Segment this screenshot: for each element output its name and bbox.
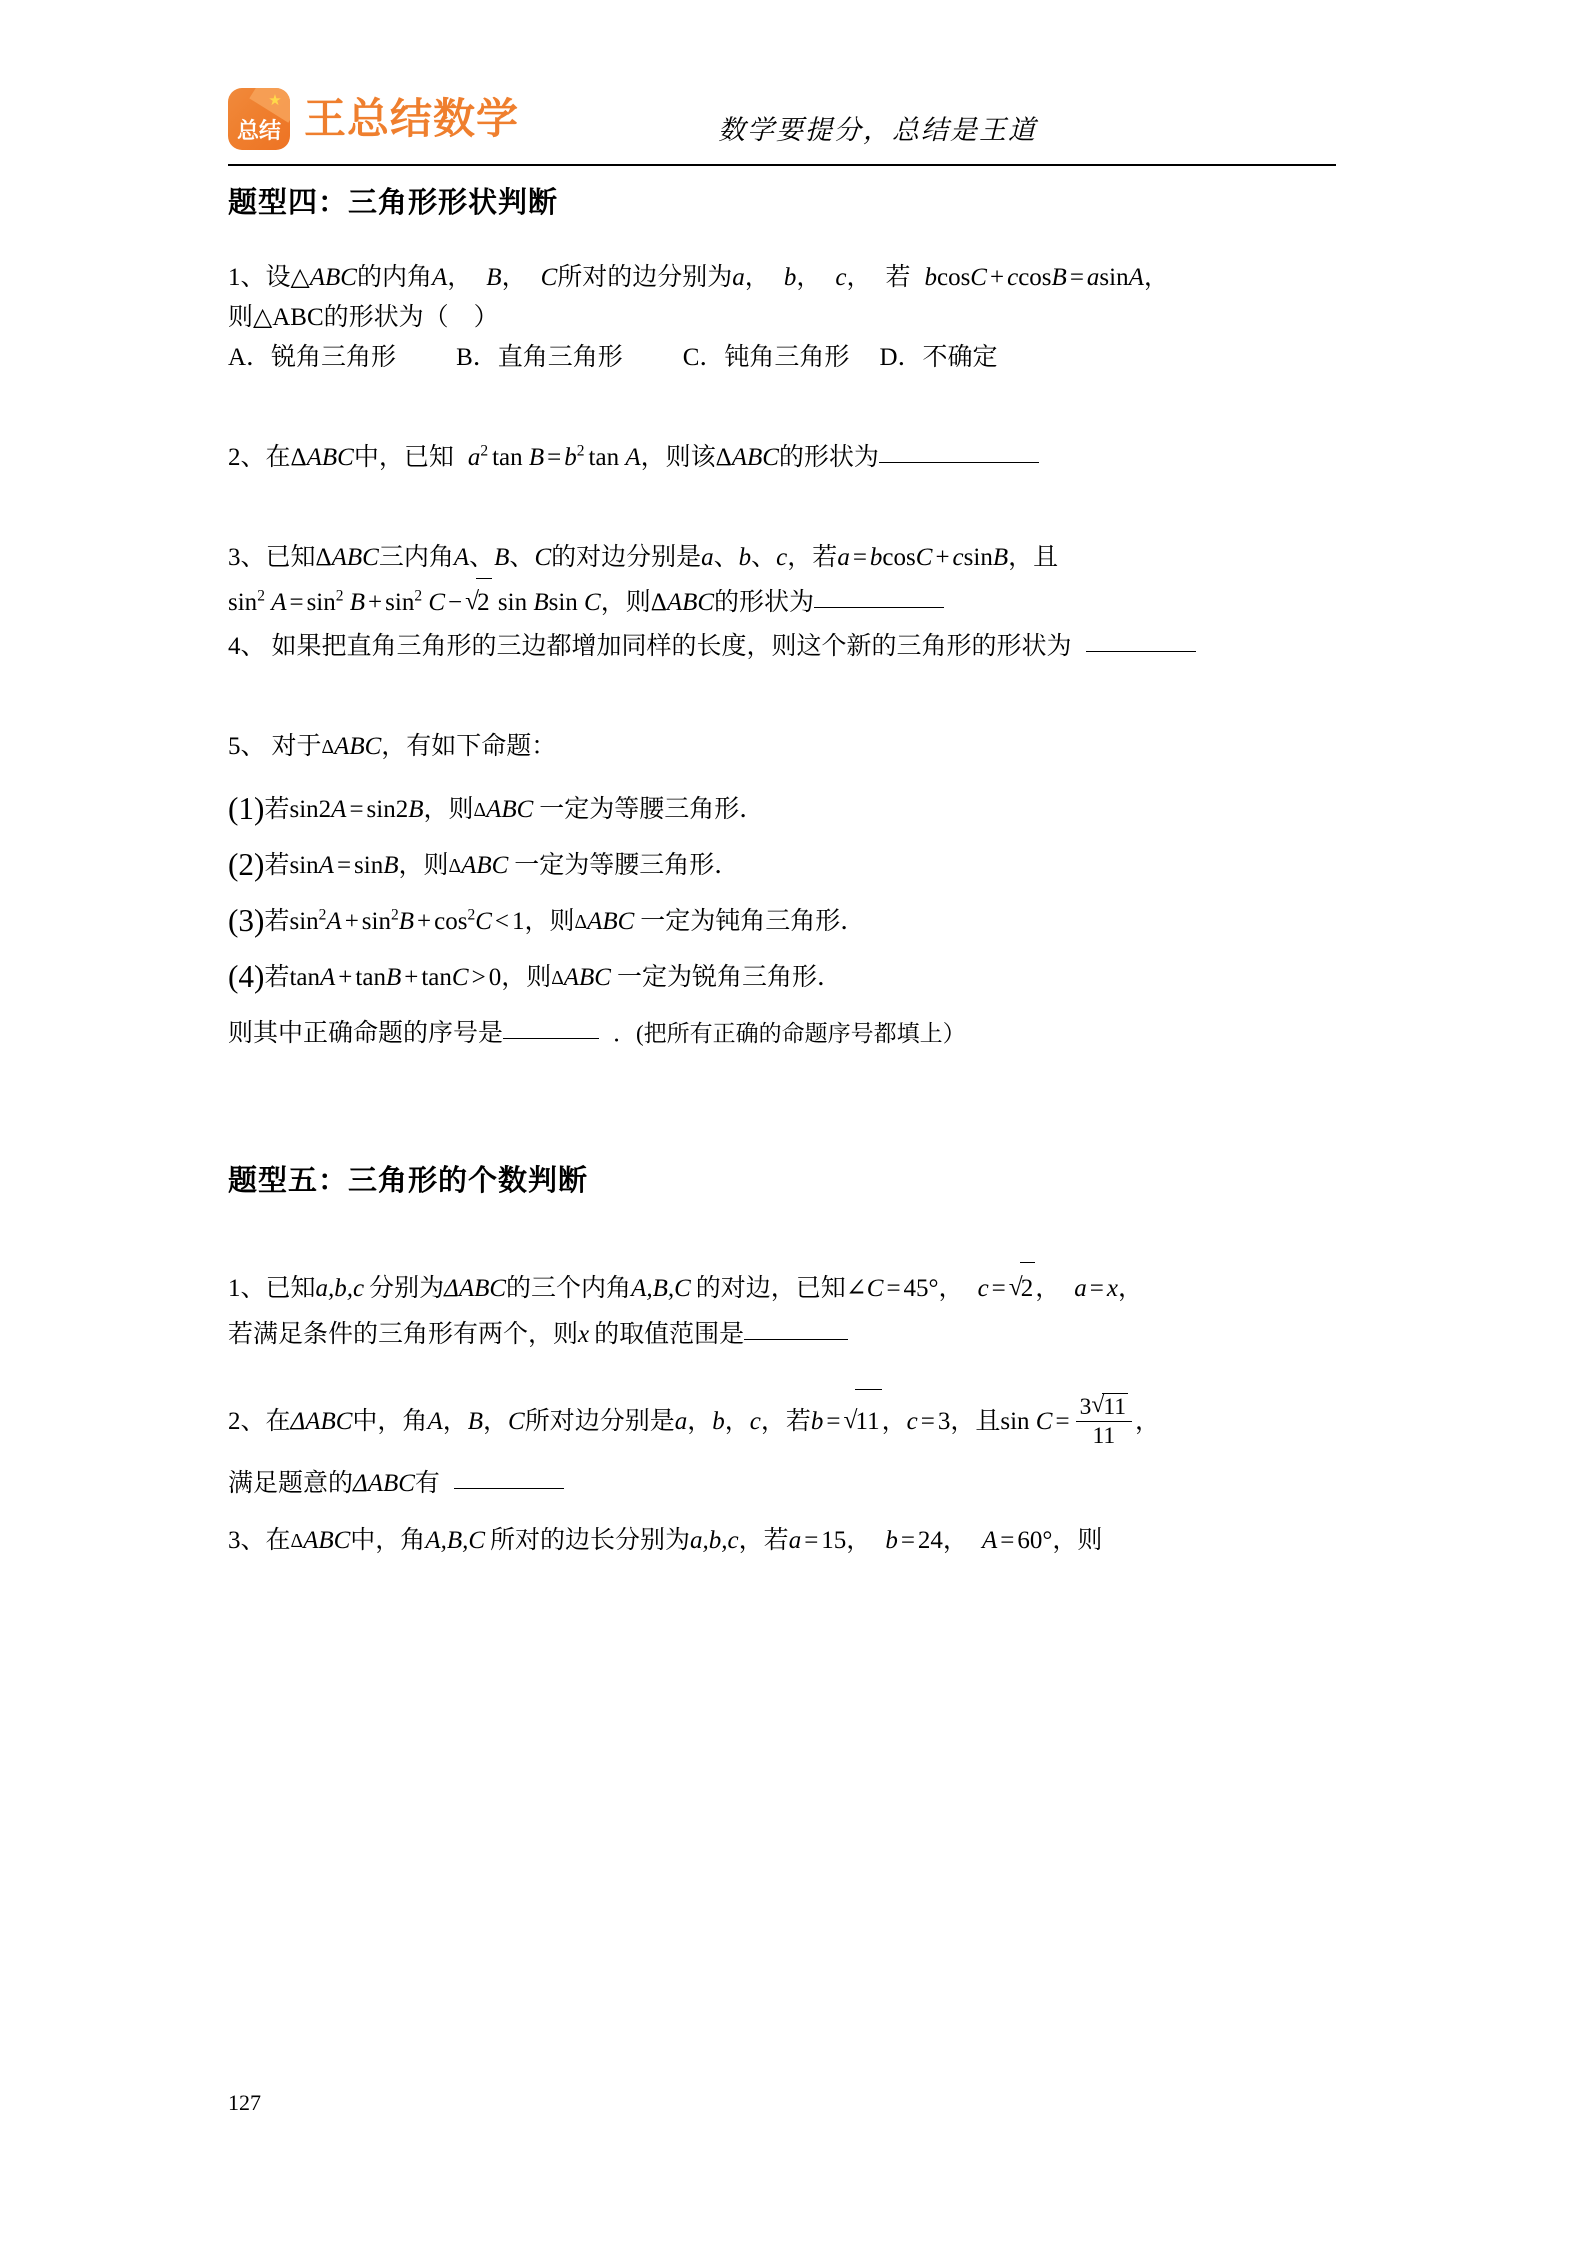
q-text: 、 [509,544,535,571]
q-text: ， [724,1408,750,1435]
q-text: ， [846,1527,872,1554]
question-4-5-footer [228,1006,1343,1062]
q-text: 中，角 [352,1408,428,1435]
q-text: 若 [785,1408,811,1435]
q-text: ，则 [600,589,651,616]
question-4-1-options [228,338,1343,378]
q-var: ABC [334,733,382,760]
q-var: b [738,544,752,571]
q-text: ， [738,1527,764,1554]
q-text: 所对的边分别为 [557,264,733,291]
formula-A-60: A = 60° [981,1527,1053,1554]
sqrt-11: √ 11 [844,1389,882,1454]
question-4-4-line-1 [228,627,1343,667]
q-text: 则△ABC的形状为（ ） [228,304,499,331]
q-text: 且 [975,1408,1001,1435]
proposition-label: (4) [228,959,265,994]
question-number: 5、 [228,733,266,760]
question-4-1-line-2 [228,298,1343,338]
q-var: B [486,264,502,291]
q-text: 一定为等腰三角形． [514,852,740,879]
q-text: 若 [763,1527,789,1554]
question-number: 4、 [228,633,266,660]
triangle-symbol: ΔABC [353,1470,415,1497]
q-text: 在 [265,444,291,471]
question-5-2-line-2 [228,1454,1343,1514]
question-4-3-line-1 [228,538,1343,578]
q-text: 有 [414,1470,440,1497]
triangle-symbol: Δ [315,544,332,571]
formula-angle-c: ∠C = 45° [845,1275,939,1302]
answer-blank[interactable] [814,607,944,608]
question-4-5-proposition-1 [228,782,1343,838]
question-5-1-line-2 [228,1315,1343,1355]
q-var: ABC [331,544,379,571]
sqrt-2: √ 2 [465,578,492,627]
q-text: ．(把所有正确的命题序号都填上） [613,1021,966,1046]
q-var: a,b,c [315,1275,365,1302]
q-var: c [749,1408,761,1435]
q-text: ， [1134,1408,1160,1435]
triangle-symbol: Δ [448,856,462,877]
formula-a-15: a = 15 [788,1527,847,1554]
q-text: 在 [265,1527,291,1554]
q-text: ， [938,1275,964,1302]
q-var: B [467,1408,484,1435]
q-text: 若满足条件的三角形有两个，则 [228,1321,579,1348]
q-text: 的形状为 [714,589,815,616]
q-text: 分别为 [369,1275,445,1302]
triangle-symbol: Δ [290,444,307,471]
q-var: b [712,1408,725,1435]
q-text: ， [942,1527,968,1554]
q-text: 的取值范围是 [594,1321,745,1348]
q-text: 设 [265,264,291,291]
question-number: 3、 [228,544,266,571]
q-text: ， [796,264,822,291]
question-number: 3、 [228,1527,266,1554]
q-var: ABC [309,264,357,291]
proposition-label: (2) [228,847,265,882]
q-text: 的三个内角 [506,1275,632,1302]
brand-logo [228,88,519,150]
q-var: ABC [666,589,715,616]
question-4-5-proposition-3 [228,894,1343,950]
q-text: 的形状为 [778,444,879,471]
q-text: ， [760,1408,786,1435]
q-text: ， [501,264,527,291]
q-var: a [732,264,745,291]
q-text: 若 [885,264,911,291]
page-number: 127 [228,2090,261,2115]
formula-sin-c: sin C = $\frac{3 √ 11}{11}$ [1000,1408,1135,1435]
q-text: ， [950,1408,976,1435]
section-heading-5: 题型五：三角形的个数判断 [228,1163,589,1197]
q-text: 的内角 [356,264,432,291]
question-4-5-stem [228,727,1343,768]
q-var: ABC [461,852,509,879]
q-text: ， [442,1408,468,1435]
question-number: 1、 [228,264,266,291]
page-header [228,60,1343,166]
q-var: C [534,544,552,571]
formula-prop-4: tanA + tanB + tanC > 0 [289,964,502,991]
q-text: 若 [264,796,290,823]
q-text: ， [787,544,813,571]
q-text: 中，角 [350,1527,426,1554]
header-divider [228,164,1336,166]
page-content [228,60,1343,1569]
q-text: ，且 [1008,544,1059,571]
q-var: ABC [303,1527,351,1554]
formula-b-value: b = √ 11 [811,1408,882,1435]
q-text: 若 [264,964,290,991]
q-text: ，则 [398,852,449,879]
option-a[interactable]: A．锐角三角形 [228,344,397,371]
q-text: ，则 [423,796,474,823]
triangle-symbol: Δ [473,800,487,821]
q-var: ABC [587,908,635,935]
section-heading-4: 题型四：三角形形状判断 [228,185,559,219]
question-4-1-line-1 [228,258,1343,298]
q-var: A [432,264,448,291]
formula-b-24: b = 24 [885,1527,943,1554]
q-text: 、 [713,544,739,571]
q-text: 若 [264,908,290,935]
q-text: 所对边分别是 [524,1408,675,1435]
crown-icon: ★ [268,93,282,109]
q-text: 如果把直角三角形的三边都增加同样的长度，则这个新的三角形的形状为 [271,633,1072,660]
formula-prop-2: sinA = sinB [289,852,399,879]
question-number: 2、 [228,1408,266,1435]
question-4-2-line-1 [228,438,1343,478]
q-var: c [835,264,847,291]
formula-prop-1: sin2A = sin2B [289,796,424,823]
q-var: a [701,544,714,571]
triangle-symbol: Δ [574,912,588,933]
question-5-3-line-1 [228,1514,1343,1569]
q-text: ， [846,264,872,291]
formula-q4-2: $a^2$ $\tan B = b^2$ tan A [467,442,641,471]
q-text: ，则 [524,908,575,935]
q-text: ，有如下命题： [381,733,557,760]
formula-c-value: c = 3 [906,1408,951,1435]
question-5-1-line-1 [228,1262,1343,1315]
q-var: C [508,1408,525,1435]
q-var: A [427,1408,443,1435]
q-var: A,B,C [631,1275,691,1302]
q-var: C [540,264,558,291]
q-text: 已知 [265,1275,316,1302]
triangle-symbol: Δ [650,589,667,616]
q-text: ， [447,264,473,291]
q-text: ，则该 [640,444,716,471]
option-d[interactable]: D．不确定 [879,344,998,371]
question-5-2-line-1 [228,1389,1343,1454]
q-var: ABC [731,444,779,471]
fraction-3sqrt11-over-11: $\frac{3 √ 11}{11}$ [1076,1393,1132,1450]
q-text: ， [881,1408,907,1435]
q-text: 则其中正确命题的序号是 [228,1020,504,1047]
q-text: ， [1143,264,1169,291]
proposition-label: (1) [228,791,265,826]
brand-tagline: 数学要提分，总结是王道 [718,115,1037,145]
answer-blank[interactable] [454,1488,564,1489]
q-var: a,b,c [690,1527,739,1554]
proposition-label: (3) [228,903,265,938]
q-text: 、 [469,544,495,571]
q-text: ， [1035,1275,1061,1302]
q-var: ABC [563,964,611,991]
formula-c-value: c = √ 2 [978,1275,1036,1302]
sqrt-2: √ 2 [1009,1262,1036,1315]
formula-q4-3b: $\sin^2 A = \sin^2 B + \sin^2 C$ − √ 2 sin Bsin C [228,589,601,616]
q-text: 、 [751,544,777,571]
q-text: 的对边分别是 [551,544,702,571]
q-var: a [674,1408,688,1435]
q-text: 一定为锐角三角形． [616,964,842,991]
option-c[interactable]: C．钝角三角形 [682,344,850,371]
q-var: x [578,1321,590,1348]
answer-blank[interactable] [503,1038,599,1039]
q-text: ， [1118,1275,1144,1302]
q-var: A,B,C [425,1527,486,1554]
q-text: 所对的边长分别为 [490,1527,691,1554]
q-var: A [453,544,470,571]
answer-blank[interactable] [744,1339,848,1340]
q-text: 对于 [271,733,322,760]
q-text: 满足题意的 [228,1470,354,1497]
triangle-symbol: Δ [551,968,564,989]
q-text: 在 [265,1408,291,1435]
answer-blank[interactable] [1086,651,1196,652]
q-text: 若 [264,852,290,879]
q-text: 一定为钝角三角形． [640,908,866,935]
q-text: 若 [812,544,838,571]
sqrt-11: √ 11 [1091,1393,1128,1420]
question-4-3-line-2 [228,578,1343,627]
q-text: 中，已知 [353,444,454,471]
logo-icon [228,88,290,150]
q-text: ， [744,264,770,291]
question-4-5-proposition-4 [228,950,1343,1006]
q-text: 一定为等腰三角形． [539,796,765,823]
triangle-symbol: Δ [321,737,335,758]
answer-blank[interactable] [879,462,1039,463]
q-text: 三内角 [378,544,454,571]
question-number: 2、 [228,444,266,471]
formula-prop-3: $\sin^2A + \sin^2B + \cos^2C < 1$ [289,906,525,935]
q-var: ABC [306,444,354,471]
q-text: 已知 [265,544,316,571]
formula-q4-1: bcosC + ccosB = asinA [924,264,1144,291]
q-var: B [494,544,510,571]
q-var: ABC [486,796,534,823]
question-4-5-proposition-2 [228,838,1343,894]
q-var: b [783,264,797,291]
triangle-symbol: Δ [290,1531,304,1552]
formula-a-value: a = x [1074,1275,1119,1302]
triangle-symbol: ΔABC [444,1275,507,1302]
q-text: ，则 [1052,1527,1103,1554]
question-number: 1、 [228,1275,266,1302]
q-text: ，则 [501,964,552,991]
brand-name: 王总结数学 [304,94,520,143]
formula-q4-3a: a = bcosC + csinB [837,544,1009,571]
q-text: ， [483,1408,509,1435]
triangle-symbol: Δ [715,444,732,471]
triangle-symbol: △ [290,264,310,291]
q-text: ， [687,1408,713,1435]
logo-icon-label: 总结 [236,119,281,144]
q-text: 的对边，已知 [695,1275,846,1302]
q-var: c [776,544,788,571]
option-b[interactable]: B．直角三角形 [456,344,623,371]
triangle-symbol: ΔABC [290,1408,353,1435]
